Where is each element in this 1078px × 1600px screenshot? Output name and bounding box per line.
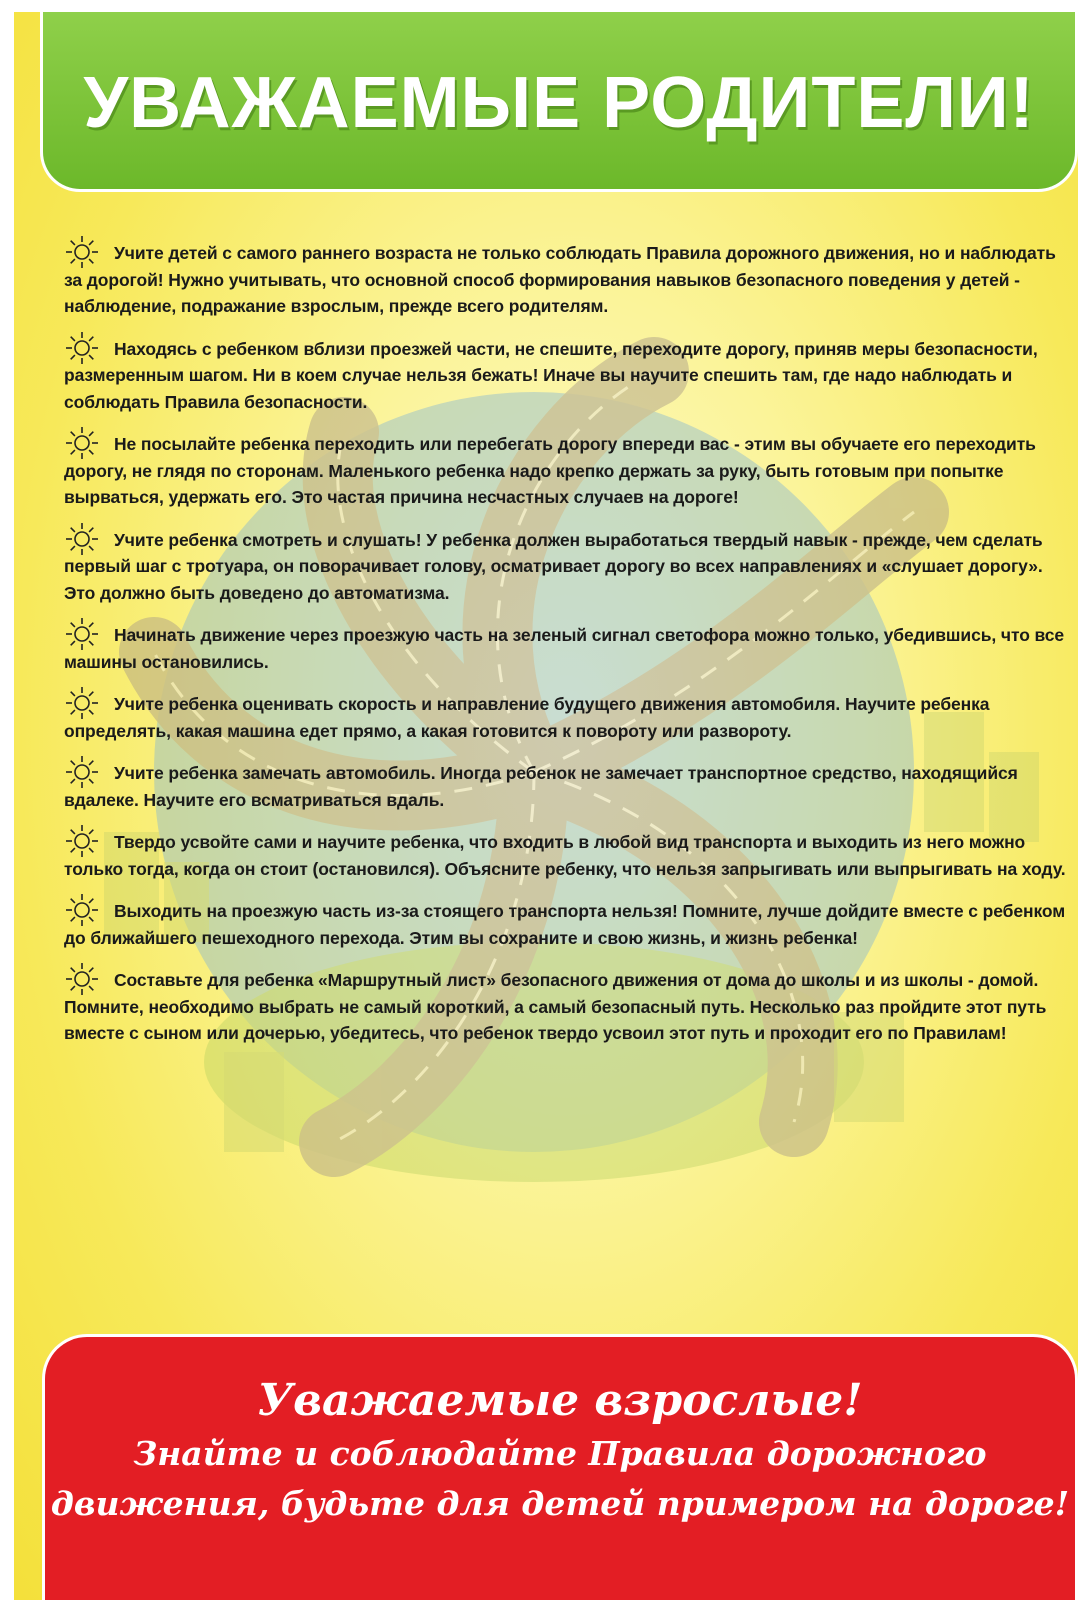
footer-banner (42, 1334, 1078, 1600)
sun-icon (64, 425, 100, 461)
sun-icon (64, 892, 100, 928)
advice-text: Начинать движение через проезжую часть на зеленый сигнал светофора можно только, убедившись, что все машины остановились. (64, 625, 1065, 672)
page-title: УВАЖАЕМЫЕ РОДИТЕЛИ! (83, 62, 1035, 143)
sun-icon (64, 616, 100, 652)
advice-item (64, 527, 1069, 607)
advice-text: Учите детей с самого раннего возраста не только соблюдать Правила дорожного движения, но и наблюдать за дорогой! Нужно учитывать, что основной способ формирования навыков безопасного поведения у детей - наблюдение, подражание взрослым, прежде всего родителям. (64, 243, 1056, 316)
advice-item (64, 622, 1069, 675)
footer-line-1: Уважаемые взрослые! (257, 1375, 863, 1426)
footer-line-3: движения, будьте для детей примером на дороге! (50, 1484, 1070, 1523)
advice-text: Твердо усвойте сами и научите ребенка, что входить в любой вид транспорта и выходить из него можно только тогда, когда он стоит (остановился). Объясните ребенку, что нельзя запрыгивать или выпрыгивать на ходу. (64, 832, 1066, 879)
header-banner (40, 12, 1078, 192)
sun-icon (64, 234, 100, 270)
sun-icon (64, 961, 100, 997)
advice-item (64, 829, 1069, 882)
footer-line-2: Знайте и соблюдайте Правила дорожного (133, 1434, 987, 1473)
sun-icon (64, 685, 100, 721)
advice-item (64, 967, 1069, 1047)
sun-icon (64, 521, 100, 557)
sun-icon (64, 330, 100, 366)
advice-text: Учите ребенка замечать автомобиль. Иногда ребенок не замечает транспортное средство, находящийся вдалеке. Научите его всматриваться вдаль. (64, 763, 1018, 810)
advice-list (64, 240, 1069, 1063)
advice-item (64, 431, 1069, 511)
advice-item (64, 898, 1069, 951)
advice-item (64, 691, 1069, 744)
advice-text: Составьте для ребенка «Маршрутный лист» безопасного движения от дома до школы и из школы - домой. Помните, необходимо выбрать не самый короткий, а самый безопасный путь. Несколько раз пройдите этот путь вместе с сыном или дочерью, убедитесь, что ребенок твердо усвоил этот путь и проходит его по Правилам! (64, 970, 1047, 1043)
advice-text: Не посылайте ребенка переходить или перебегать дорогу впереди вас - этим вы обучаете его переходить дорогу, не глядя по сторонам. Маленького ребенка надо крепко держать за руку, быть готовым при попытке вырваться, удержать его. Это частая причина несчастных случаев на дороге! (64, 434, 1036, 507)
advice-text: Учите ребенка оценивать скорость и направление будущего движения автомобиля. Научите ребенка определять, какая машина едет прямо, а какая готовится к повороту или развороту. (64, 694, 990, 741)
advice-item (64, 336, 1069, 416)
advice-item (64, 240, 1069, 320)
advice-text: Выходить на проезжую часть из-за стоящего транспорта нельзя! Помните, лучше дойдите вместе с ребенком до ближайшего пешеходного перехода. Этим вы сохраните и свою жизнь, и жизнь ребенка! (64, 901, 1066, 948)
sun-icon (64, 754, 100, 790)
advice-text: Учите ребенка смотреть и слушать! У ребенка должен выработаться твердый навык - прежде, чем сделать первый шаг с тротуара, он поворачивает голову, осматривает дорогу во всех направлениях и «слушает дорогу». Это должно быть доведено до автоматизма. (64, 529, 1043, 603)
advice-item (64, 760, 1069, 813)
sun-icon (64, 823, 100, 859)
advice-text: Находясь с ребенком вблизи проезжей части, не спешите, переходите дорогу, приняв меры безопасности, размеренным шагом. Ни в коем случае нельзя бежать! Иначе вы научите спешить там, где надо наблюдать и соблюдать Правила безопасности. (64, 338, 1038, 412)
poster (14, 12, 1078, 1600)
